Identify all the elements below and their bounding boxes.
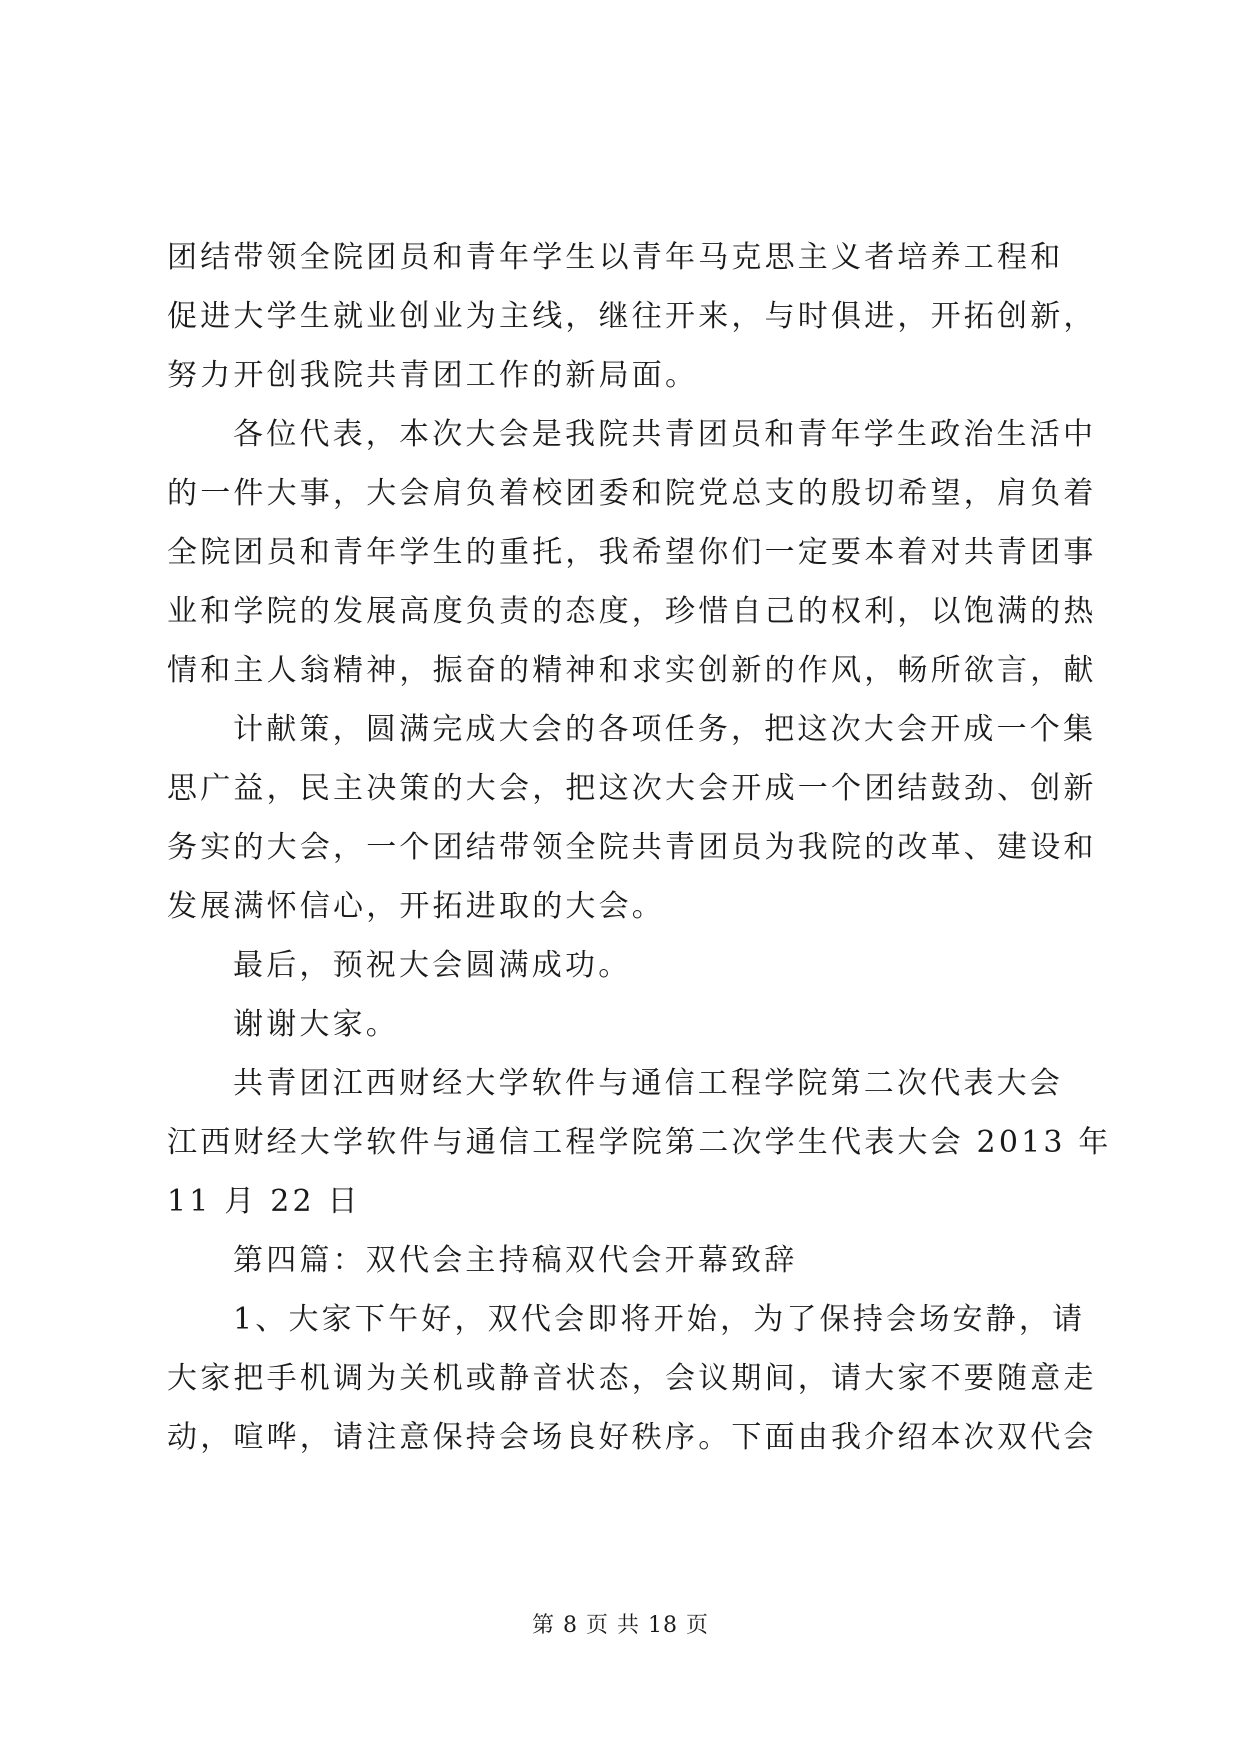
text-line: 努力开创我院共青团工作的新局面。 [167, 358, 699, 393]
section-heading-line: 第四篇：双代会主持稿双代会开幕致辞 [233, 1243, 798, 1278]
text-line: 大家把手机调为关机或静音状态，会议期间，请大家不要随意走 [167, 1361, 1097, 1396]
body-text [167, 228, 1112, 1467]
text-line: 团结带领全院团员和青年学生以青年马克思主义者培养工程和 [167, 240, 1064, 275]
text-line: 发展满怀信心，开拓进取的大会。 [167, 889, 665, 924]
text-line: 11 月 22 日 [167, 1184, 361, 1219]
text-line: 务实的大会，一个团结带领全院共青团员为我院的改革、建设和 [167, 830, 1097, 865]
paragraph-start-line: 共青团江西财经大学软件与通信工程学院第二次代表大会 [233, 1066, 1063, 1101]
text-line: 全院团员和青年学生的重托，我希望你们一定要本着对共青团事 [167, 535, 1097, 570]
text-line: 的一件大事，大会肩负着校团委和院党总支的殷切希望，肩负着 [167, 476, 1097, 511]
text-line: 业和学院的发展高度负责的态度，珍惜自己的权利，以饱满的热 [167, 594, 1097, 629]
text-line: 情和主人翁精神，振奋的精神和求实创新的作风，畅所欲言，献 [167, 653, 1097, 688]
paragraph-start-line: 计献策，圆满完成大会的各项任务，把这次大会开成一个集 [233, 712, 1097, 747]
paragraph-start-line: 最后，预祝大会圆满成功。 [233, 948, 632, 983]
text-line: 动，喧哗，请注意保持会场良好秩序。下面由我介绍本次双代会 [167, 1420, 1097, 1455]
paragraph-start-line: 1、大家下午好，双代会即将开始，为了保持会场安静，请 [233, 1302, 1086, 1337]
text-line: 思广益，民主决策的大会，把这次大会开成一个团结鼓劲、创新 [167, 771, 1097, 806]
paragraph-start-line: 各位代表，本次大会是我院共青团员和青年学生政治生活中 [233, 417, 1097, 452]
page-number-footer: 第 8 页 共 18 页 [532, 1613, 709, 1638]
paragraph-start-line: 谢谢大家。 [233, 1007, 399, 1042]
text-line: 江西财经大学软件与通信工程学院第二次学生代表大会 2013 年 [167, 1125, 1112, 1160]
text-line: 促进大学生就业创业为主线，继往开来，与时俱进，开拓创新， [167, 299, 1097, 334]
